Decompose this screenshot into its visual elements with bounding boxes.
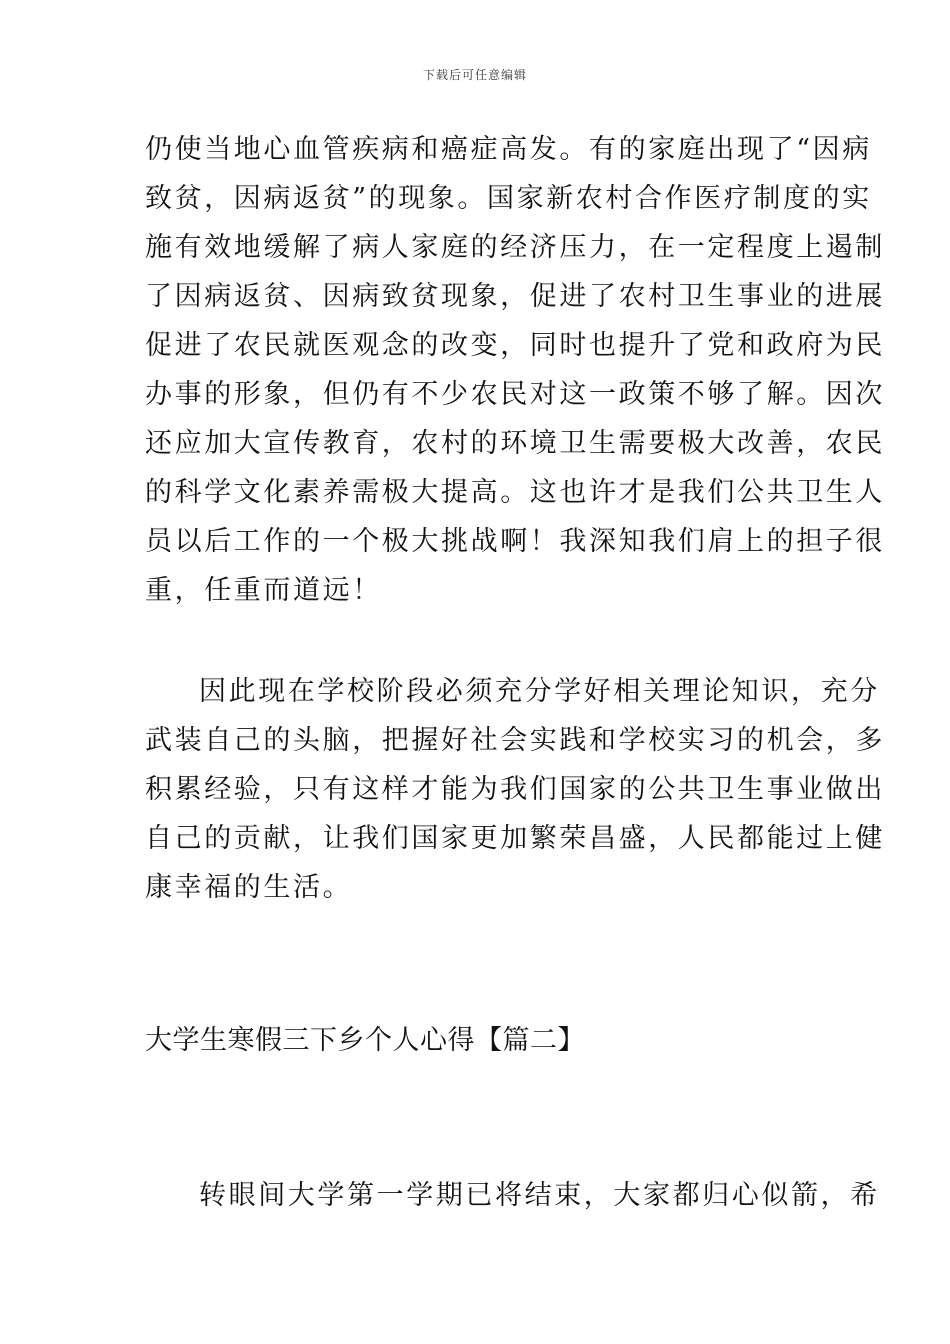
paragraph-line: 的科学文化素养需极大提高。这也许才是我们公共卫生人 (145, 477, 885, 508)
paragraph-line: 了因病返贫、因病致贫现象，促进了农村卫生事业的进展 (145, 281, 885, 312)
section-heading: 大学生寒假三下乡个人心得【篇二】 (145, 1025, 585, 1056)
paragraph-line: 武装自己的头脑，把握好社会实践和学校实习的机会，多 (145, 725, 885, 756)
paragraph-line: 因此现在学校阶段必须充分学好相关理论知识，充分 (199, 676, 880, 707)
paragraph-line: 员以后工作的一个极大挑战啊！我深知我们肩上的担子很 (145, 526, 885, 557)
paragraph-line: 自己的贡献，让我们国家更加繁荣昌盛，人民都能过上健 (145, 823, 885, 854)
paragraph-line: 积累经验，只有这样才能为我们国家的公共卫生事业做出 (145, 774, 885, 805)
paragraph-line: 施有效地缓解了病人家庭的经济压力，在一定程度上遏制 (145, 232, 885, 263)
paragraph-line: 重，任重而道远！ (145, 575, 382, 606)
paragraph-line: 促进了农民就医观念的改变，同时也提升了党和政府为民 (145, 330, 885, 361)
paragraph-line: 转眼间大学第一学期已将结束，大家都归心似箭，希 (199, 1180, 880, 1211)
paragraph-line: 康幸福的生活。 (145, 872, 353, 903)
paragraph-line: 致贫，因病返贫”的现象。国家新农村合作医疗制度的实 (145, 183, 872, 214)
paragraph-line: 仍使当地心血管疾病和癌症高发。有的家庭出现了“因病 (145, 134, 872, 165)
paragraph-line: 还应加大宣传教育，农村的环境卫生需要极大改善，农民 (145, 428, 885, 459)
page-header-note: 下载后可任意编辑 (422, 68, 527, 82)
paragraph-line: 办事的形象，但仍有不少农民对这一政策不够了解。因次 (145, 379, 885, 410)
